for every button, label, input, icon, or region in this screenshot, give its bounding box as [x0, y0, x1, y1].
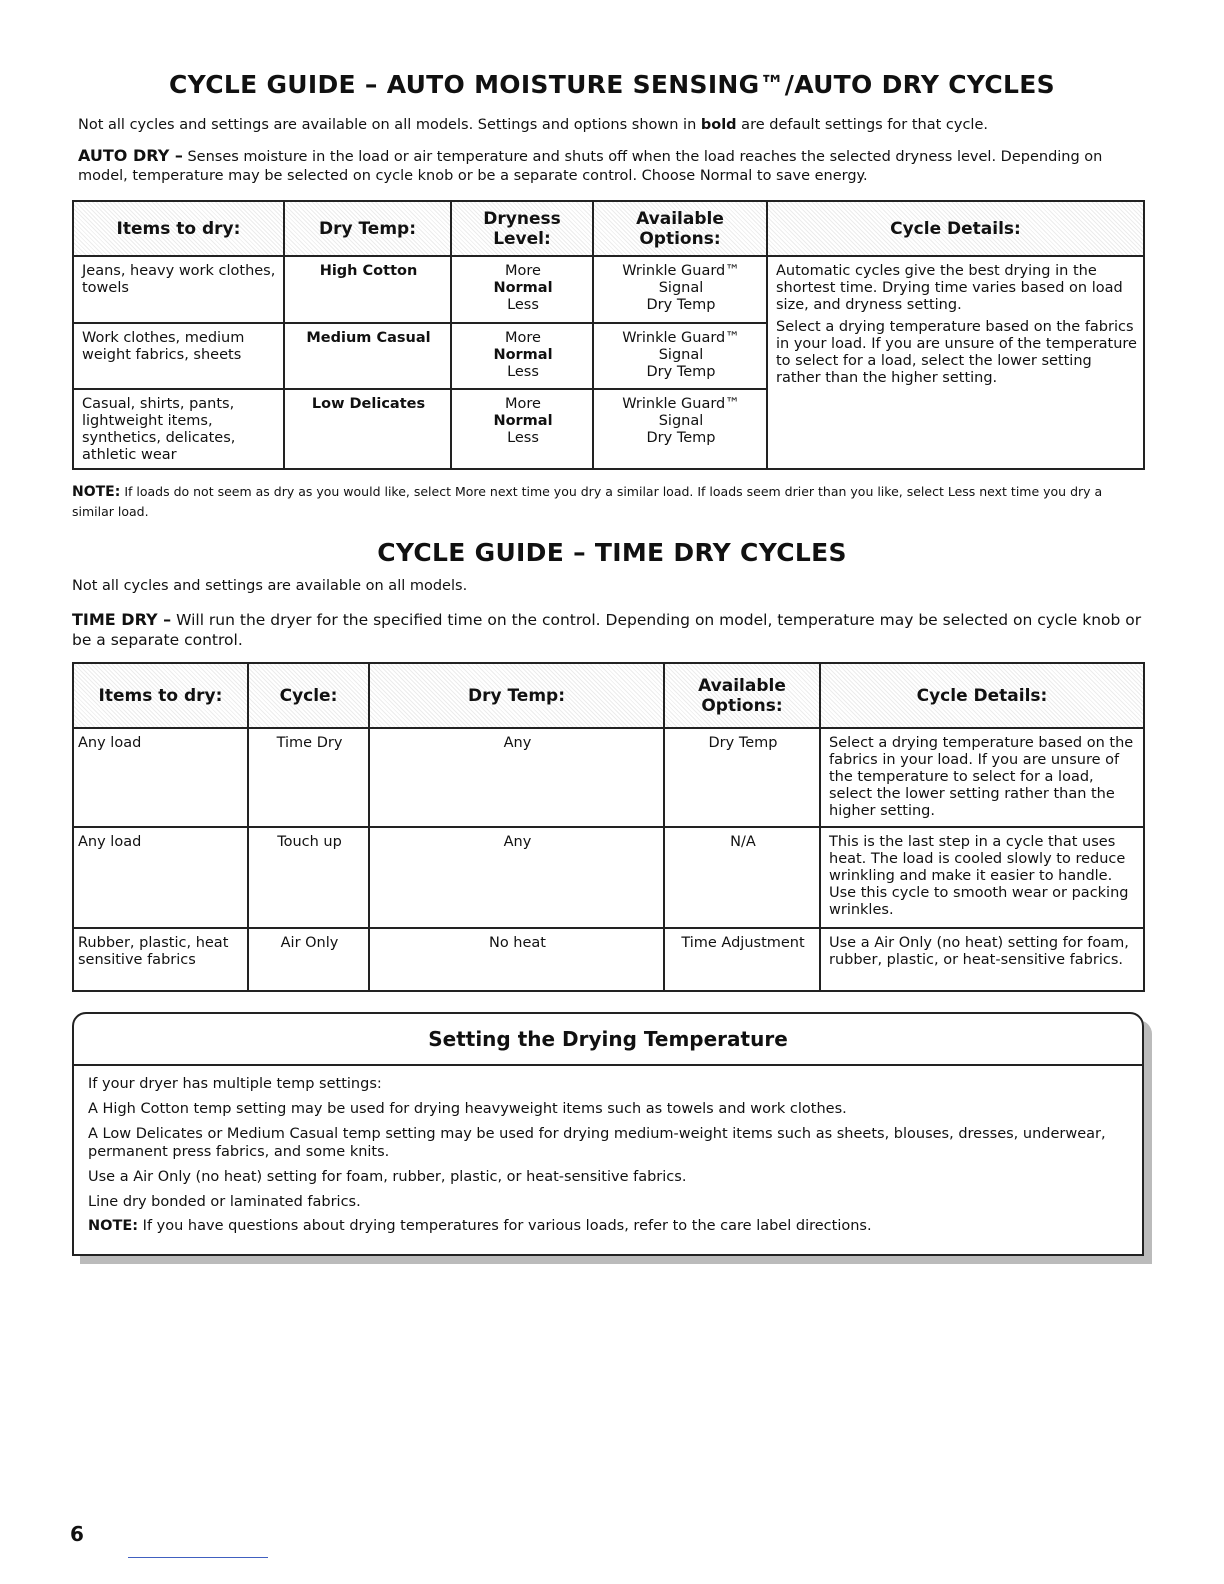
items-cell: Any load [73, 827, 248, 928]
cycle-details-cell [767, 256, 1144, 469]
auto-dry-description [78, 146, 1148, 186]
option-item: Wrinkle Guard™ [622, 330, 740, 346]
intro-bold: bold [700, 117, 737, 133]
options-cell [593, 323, 767, 389]
header-row [73, 201, 1144, 256]
table-row [73, 256, 1144, 323]
page-number: 6 [70, 1522, 84, 1546]
temperature-guideline: If your dryer has multiple temp settings: [88, 1076, 382, 1092]
temperature-guideline: A Low Delicates or Medium Casual temp setting may be used for drying medium-weight items such as sheets, blouses, dresses, underwear, permanent press fabrics, and some knits. [88, 1126, 1106, 1160]
dry-temp-cell: Low Delicates [284, 389, 451, 469]
dryness-option: Normal [493, 347, 553, 363]
header-row [73, 663, 1144, 728]
items-cell: Casual, shirts, pants, lightweight items, synthetics, delicates, athletic wear [73, 389, 284, 469]
option-item: Wrinkle Guard™ [622, 263, 740, 279]
note-label: NOTE: [72, 484, 121, 500]
auto-dry-text: Senses moisture in the load or air temperature and shuts off when the load reaches the selected dryness level. Depending on model, temperature may be selected on cycle knob or be a separate control. Choose Normal to save energy. [78, 149, 1103, 184]
temperature-note [74, 1214, 1142, 1239]
table-row [73, 827, 1144, 928]
drying-temperature-box [72, 1012, 1144, 1256]
auto-cycle-guide-title: CYCLE GUIDE – AUTO MOISTURE SENSING™/AUTO DRY CYCLES [169, 70, 1055, 99]
note-text: If you have questions about drying temperatures for various loads, refer to the care label directions. [138, 1218, 872, 1234]
cycle-cell: Air Only [248, 928, 369, 991]
column-header: Cycle Details: [767, 201, 1144, 256]
time-dry-label: TIME DRY – [72, 610, 172, 629]
dry-temp-cell: Any [369, 728, 664, 827]
temperature-guideline: Line dry bonded or laminated fabrics. [88, 1193, 361, 1210]
column-header: Dry Temp: [284, 201, 451, 256]
dryness-option: Normal [493, 280, 553, 296]
option-item: Dry Temp [646, 364, 716, 380]
auto-note [72, 482, 1142, 521]
time-intro: Not all cycles and settings are available on all models. [72, 578, 468, 594]
option-item: Signal [658, 413, 704, 429]
details-paragraph: Select a drying temperature based on the fabrics in your load. If you are unsure of the temperature to select for a load, select the lower setting rather than the higher setting. [776, 319, 1137, 386]
dryness-option: Less [507, 430, 539, 446]
options-cell [593, 256, 767, 323]
option-item: Wrinkle Guard™ [622, 396, 740, 412]
option-item: Dry Temp [646, 430, 716, 446]
auto-intro [78, 116, 1148, 135]
items-cell: Rubber, plastic, heat sensitive fabrics [73, 928, 248, 991]
options-cell: Time Adjustment [664, 928, 820, 991]
cycle-cell: Touch up [248, 827, 369, 928]
column-header: Cycle: [248, 663, 369, 728]
column-header: Items to dry: [73, 201, 284, 256]
table-row [73, 728, 1144, 827]
column-header: Cycle Details: [820, 663, 1144, 728]
drying-temperature-title: Setting the Drying Temperature [74, 1014, 1142, 1066]
temperature-guideline: A High Cotton temp setting may be used for drying heavyweight items such as towels and work clothes. [88, 1100, 847, 1117]
dryness-option: More [505, 263, 541, 279]
dryness-option: Normal [493, 413, 553, 429]
column-header: Available Options: [664, 663, 820, 728]
options-cell [593, 389, 767, 469]
items-cell: Jeans, heavy work clothes, towels [73, 256, 284, 323]
dry-temp-cell: No heat [369, 928, 664, 991]
auto-cycle-table [72, 200, 1145, 470]
dryness-level-cell [451, 389, 593, 469]
time-cycle-table [72, 662, 1145, 992]
options-cell: Dry Temp [664, 728, 820, 827]
option-item: Signal [658, 347, 704, 363]
details-paragraph: Automatic cycles give the best drying in the shortest time. Drying time varies based on load size, and dryness setting. [776, 263, 1123, 313]
intro-text: Not all cycles and settings are available on all models. Settings and options shown in [78, 117, 701, 133]
footer-rule [128, 1557, 268, 1558]
dry-temp-cell: Medium Casual [284, 323, 451, 389]
time-dry-description [72, 610, 1142, 650]
note-label: NOTE: [88, 1218, 139, 1234]
column-header: Dryness Level: [451, 201, 593, 256]
dry-temp-cell: High Cotton [284, 256, 451, 323]
dry-temp-cell: Any [369, 827, 664, 928]
options-cell: N/A [664, 827, 820, 928]
column-header: Dry Temp: [369, 663, 664, 728]
items-cell: Any load [73, 728, 248, 827]
column-header: Items to dry: [73, 663, 248, 728]
auto-dry-label: AUTO DRY – [78, 146, 183, 165]
time-cycle-guide-title: CYCLE GUIDE – TIME DRY CYCLES [377, 538, 847, 567]
items-cell: Work clothes, medium weight fabrics, sheets [73, 323, 284, 389]
cycle-details-cell: Select a drying temperature based on the fabrics in your load. If you are unsure of the temperature to select for a load, select the lower setting rather than the higher setting. [820, 728, 1144, 827]
cycle-details-cell: Use a Air Only (no heat) setting for foam, rubber, plastic, or heat-sensitive fabrics. [820, 928, 1144, 991]
cycle-details-cell: This is the last step in a cycle that uses heat. The load is cooled slowly to reduce wrinkling and make it easier to handle. Use this cycle to smooth wear or packing wrinkles. [820, 827, 1144, 928]
temperature-guideline: Use a Air Only (no heat) setting for foam, rubber, plastic, or heat-sensitive fabrics. [88, 1169, 687, 1185]
cycle-cell: Time Dry [248, 728, 369, 827]
table-row [73, 928, 1144, 991]
intro-text-end: are default settings for that cycle. [736, 117, 988, 133]
time-dry-text: Will run the dryer for the specified time on the control. Depending on model, temperature may be selected on cycle knob or be a separate control. [72, 611, 1142, 649]
dryness-option: More [505, 330, 541, 346]
note-text: If loads do not seem as dry as you would like, select More next time you dry a similar load. If loads seem drier than you like, select Less next time you dry a similar load. [72, 484, 1103, 519]
column-header: Available Options: [593, 201, 767, 256]
dryness-option: Less [507, 364, 539, 380]
option-item: Dry Temp [646, 297, 716, 313]
dryness-level-cell [451, 323, 593, 389]
dryness-option: More [505, 396, 541, 412]
option-item: Signal [658, 280, 704, 296]
dryness-option: Less [507, 297, 539, 313]
dryness-level-cell [451, 256, 593, 323]
